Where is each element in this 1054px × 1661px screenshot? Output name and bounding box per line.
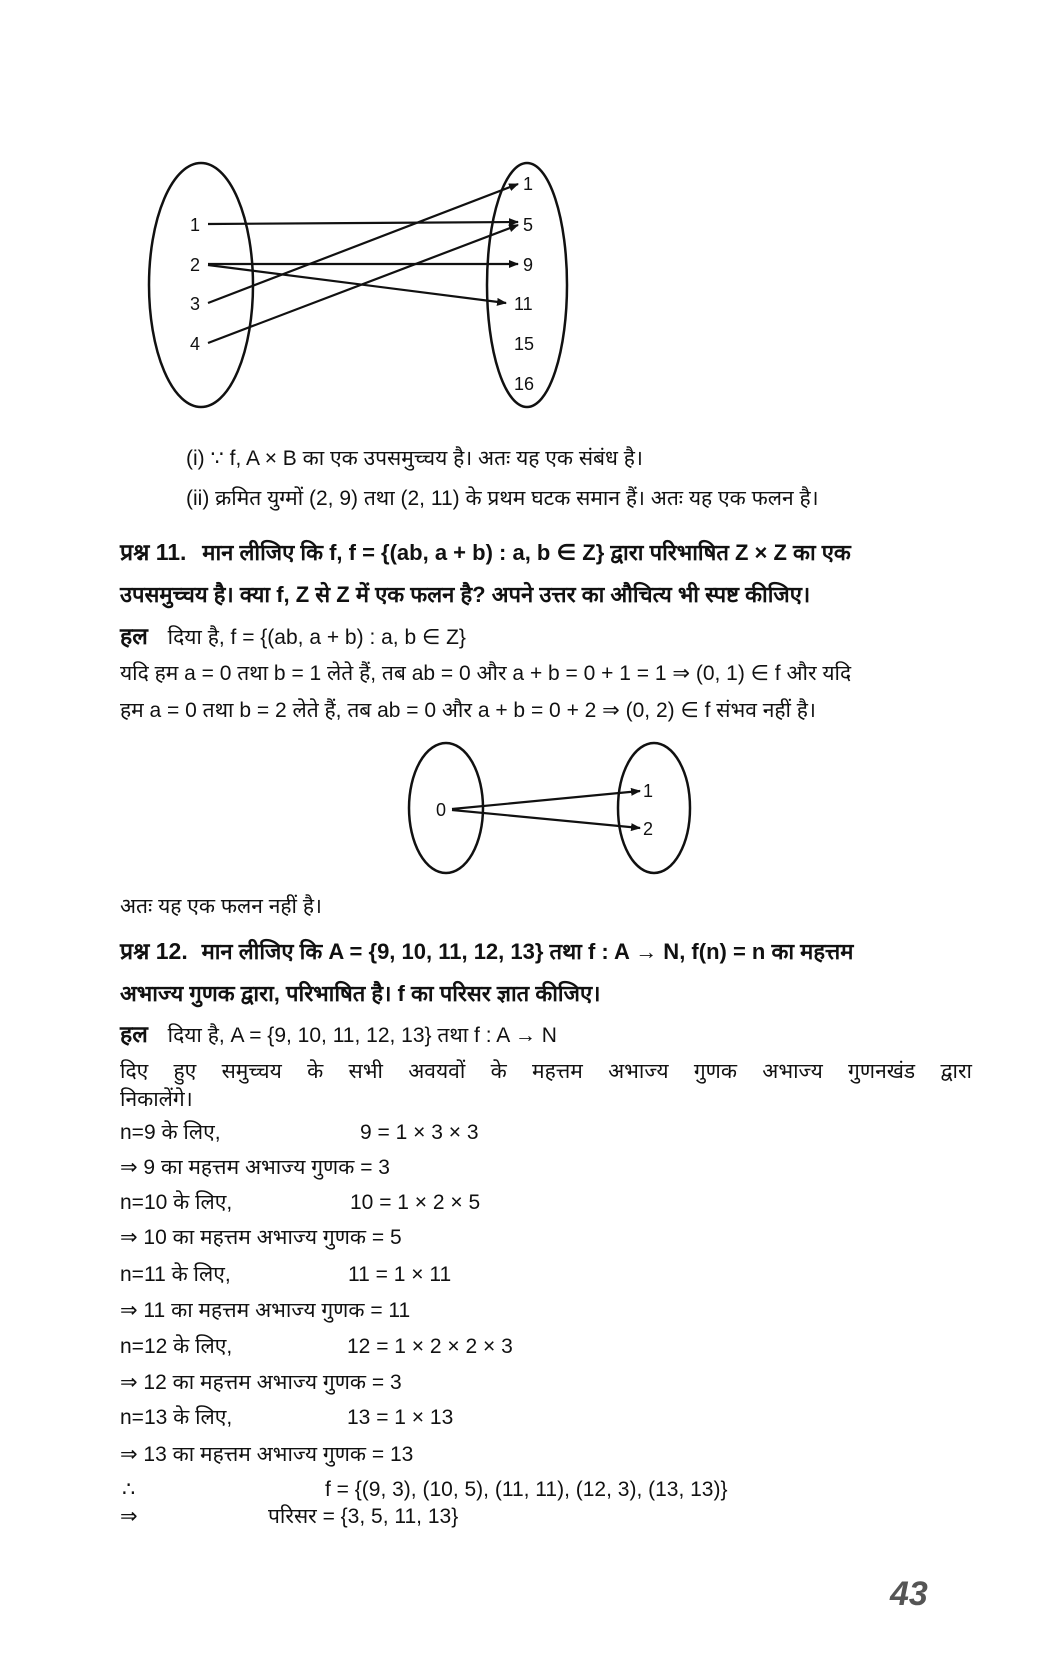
- step-factorization: 13 = 1 × 13: [347, 1406, 454, 1429]
- implies-symbol: ⇒: [120, 1505, 138, 1528]
- step-case: n=13 के लिए,: [120, 1406, 233, 1429]
- domain-label: 0: [436, 800, 447, 820]
- arrow-diagram-zero-to-one-two: [0, 730, 1054, 890]
- question-text: मान लीजिए कि A = {9, 10, 11, 12, 13} तथा f : A → N, f(n) = n का महत्तम: [201, 939, 854, 964]
- step-case: n=10 के लिए,: [120, 1191, 233, 1214]
- arrow-diagram-relation-a-to-b: [0, 0, 1054, 430]
- domain-label: 2: [190, 255, 201, 275]
- step-factorization: 12 = 1 × 2 × 2 × 3: [347, 1335, 513, 1358]
- step-case: n=9 के लिए,: [120, 1121, 221, 1144]
- codomain-label: 16: [514, 374, 535, 394]
- solution-12-intro-line-2: निकालेंगे।: [120, 1088, 193, 1111]
- function-set: f = {(9, 3), (10, 5), (11, 11), (12, 3), (13, 13)}: [325, 1478, 728, 1501]
- codomain-label: 5: [523, 215, 534, 235]
- page-number: 43: [890, 1575, 928, 1613]
- domain-label: 1: [190, 215, 201, 235]
- part-ii-text: (ii) क्रमित युग्मों (2, 9) तथा (2, 11) के प्रथम घटक समान हैं। अतः यह एक फलन है।: [186, 487, 819, 510]
- arrow-0-to-2: [452, 810, 640, 828]
- given-text: दिया है, A = {9, 10, 11, 12, 13} तथा f : A → N: [167, 1024, 557, 1047]
- solution-11-conclusion: अतः यह एक फलन नहीं है।: [120, 895, 322, 918]
- question-label: प्रश्न 11.: [120, 539, 187, 565]
- question-11: [120, 539, 970, 567]
- step-factorization: 11 = 1 × 11: [348, 1263, 452, 1286]
- step-result: ⇒ 10 का महत्तम अभाज्य गुणक = 5: [120, 1226, 402, 1249]
- step-result: ⇒ 9 का महत्तम अभाज्य गुणक = 3: [120, 1156, 390, 1179]
- given-text: दिया है, f = {(ab, a + b) : a, b ∈ Z}: [167, 626, 466, 649]
- solution-12-intro-line-1: दिए हुए समुच्चय के सभी अवयवों के महत्तम अभाज्य गुणक अभाज्य गुणनखंड द्वारा: [120, 1060, 972, 1083]
- arrow-1-to-5: [208, 222, 518, 224]
- question-12: [120, 938, 853, 966]
- step-case: n=11 के लिए,: [120, 1263, 231, 1286]
- step-result: ⇒ 12 का महत्तम अभाज्य गुणक = 3: [120, 1371, 402, 1394]
- domain-label: 4: [190, 334, 201, 354]
- solution-label: हल: [120, 1021, 148, 1047]
- arrow-0-to-1: [452, 791, 640, 809]
- range-result: परिसर = {3, 5, 11, 13}: [268, 1505, 459, 1528]
- step-result: ⇒ 11 का महत्तम अभाज्य गुणक = 11: [120, 1299, 411, 1322]
- codomain-label: 1: [643, 781, 654, 801]
- codomain-label: 2: [643, 819, 654, 839]
- step-factorization: 9 = 1 × 3 × 3: [360, 1121, 479, 1144]
- question-11-line-2: उपसमुच्चय है। क्या f, Z से Z में एक फलन है? अपने उत्तर का औचित्य भी स्पष्ट कीजिए।: [120, 582, 811, 607]
- therefore-symbol: ∴: [122, 1478, 136, 1501]
- codomain-label: 15: [514, 334, 535, 354]
- question-text: मान लीजिए कि f, f = {(ab, a + b) : a, b ∈ Z} द्वारा परिभाषित Z × Z का एक: [202, 540, 851, 565]
- solution-11-line-2: हम a = 0 तथा b = 2 लेते हैं, तब ab = 0 और a + b = 0 + 2 ⇒ (0, 2) ∈ f संभव नहीं है।: [120, 699, 816, 722]
- codomain-label: 9: [523, 255, 534, 275]
- part-i-text: (i) ∵ f, A × B का एक उपसमुच्चय है। अतः यह एक संबंध है।: [186, 447, 643, 470]
- solution-11-given: [120, 623, 466, 651]
- codomain-label: 1: [523, 174, 534, 194]
- question-12-line-2: अभाज्य गुणक द्वारा, परिभाषित है। f का परिसर ज्ञात कीजिए।: [120, 981, 601, 1006]
- solution-11-line-1: यदि हम a = 0 तथा b = 1 लेते हैं, तब ab = 0 और a + b = 0 + 1 = 1 ⇒ (0, 1) ∈ f और यदि: [120, 662, 852, 685]
- codomain-set-ellipse: [618, 743, 690, 873]
- question-label: प्रश्न 12.: [120, 938, 188, 964]
- domain-label: 3: [190, 294, 201, 314]
- domain-set-ellipse: [149, 163, 253, 407]
- step-factorization: 10 = 1 × 2 × 5: [350, 1191, 481, 1214]
- step-result: ⇒ 13 का महत्तम अभाज्य गुणक = 13: [120, 1443, 414, 1466]
- step-case: n=12 के लिए,: [120, 1335, 233, 1358]
- codomain-label: 11: [514, 294, 533, 314]
- solution-label: हल: [120, 623, 148, 649]
- codomain-set-ellipse: [487, 163, 567, 407]
- solution-12-given: [120, 1021, 557, 1049]
